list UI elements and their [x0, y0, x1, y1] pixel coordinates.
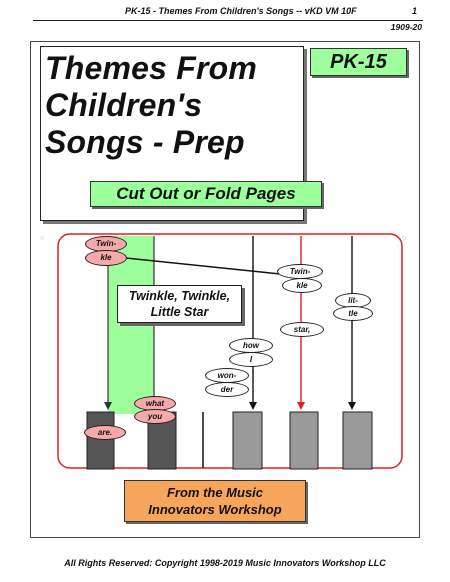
- cutout-banner: Cut Out or Fold Pages: [90, 181, 322, 207]
- key-1: [87, 412, 114, 469]
- title-line-2: Children's: [45, 87, 203, 123]
- note-are: are.: [84, 425, 126, 440]
- title-line-1: Themes From: [45, 50, 258, 86]
- note-you: you: [134, 409, 176, 424]
- title-line-3: Songs - Prep: [45, 124, 245, 160]
- note-how: how: [229, 338, 273, 353]
- code-badge: PK-15: [310, 48, 407, 76]
- note-twin-1: Twin-: [85, 236, 127, 252]
- fold-marker-left: ○: [40, 235, 45, 242]
- note-won: won-: [205, 368, 249, 383]
- workshop-banner: [124, 480, 306, 522]
- song-title-box: [117, 285, 242, 323]
- key-5: [290, 412, 318, 469]
- note-twin-2: Twin-: [277, 264, 323, 279]
- note-lit: lit-: [335, 293, 371, 308]
- note-star: star,: [280, 322, 324, 337]
- key-4: [233, 412, 262, 469]
- workshop-line-2: Innovators Workshop: [148, 502, 282, 517]
- catalog-code: 1909-20: [390, 22, 422, 32]
- song-title-line-1: Twinkle, Twinkle,: [128, 289, 231, 303]
- note-kle-1: kle: [85, 250, 127, 266]
- fold-marker-right: ○: [402, 235, 407, 242]
- note-tle: tle: [333, 306, 373, 321]
- workshop-line-1: From the Music: [166, 485, 264, 500]
- arrow-head-6: [348, 402, 356, 410]
- note-i: I: [229, 352, 273, 367]
- page-number: 1: [411, 6, 417, 16]
- header-title: PK-15 - Themes From Children's Songs -- vKD VM 10F: [125, 6, 357, 16]
- key-6: [343, 412, 372, 469]
- arrow-head-5: [297, 402, 305, 410]
- copyright-footer: All Rights Reserved: Copyright 1998-2019 Music Innovators Workshop LLC: [64, 558, 386, 568]
- note-what: what: [134, 396, 176, 411]
- note-kle-2: kle: [282, 278, 322, 293]
- note-der: der: [205, 382, 249, 397]
- song-title-line-2: Little Star: [150, 305, 209, 319]
- arrow-head-4: [249, 402, 257, 410]
